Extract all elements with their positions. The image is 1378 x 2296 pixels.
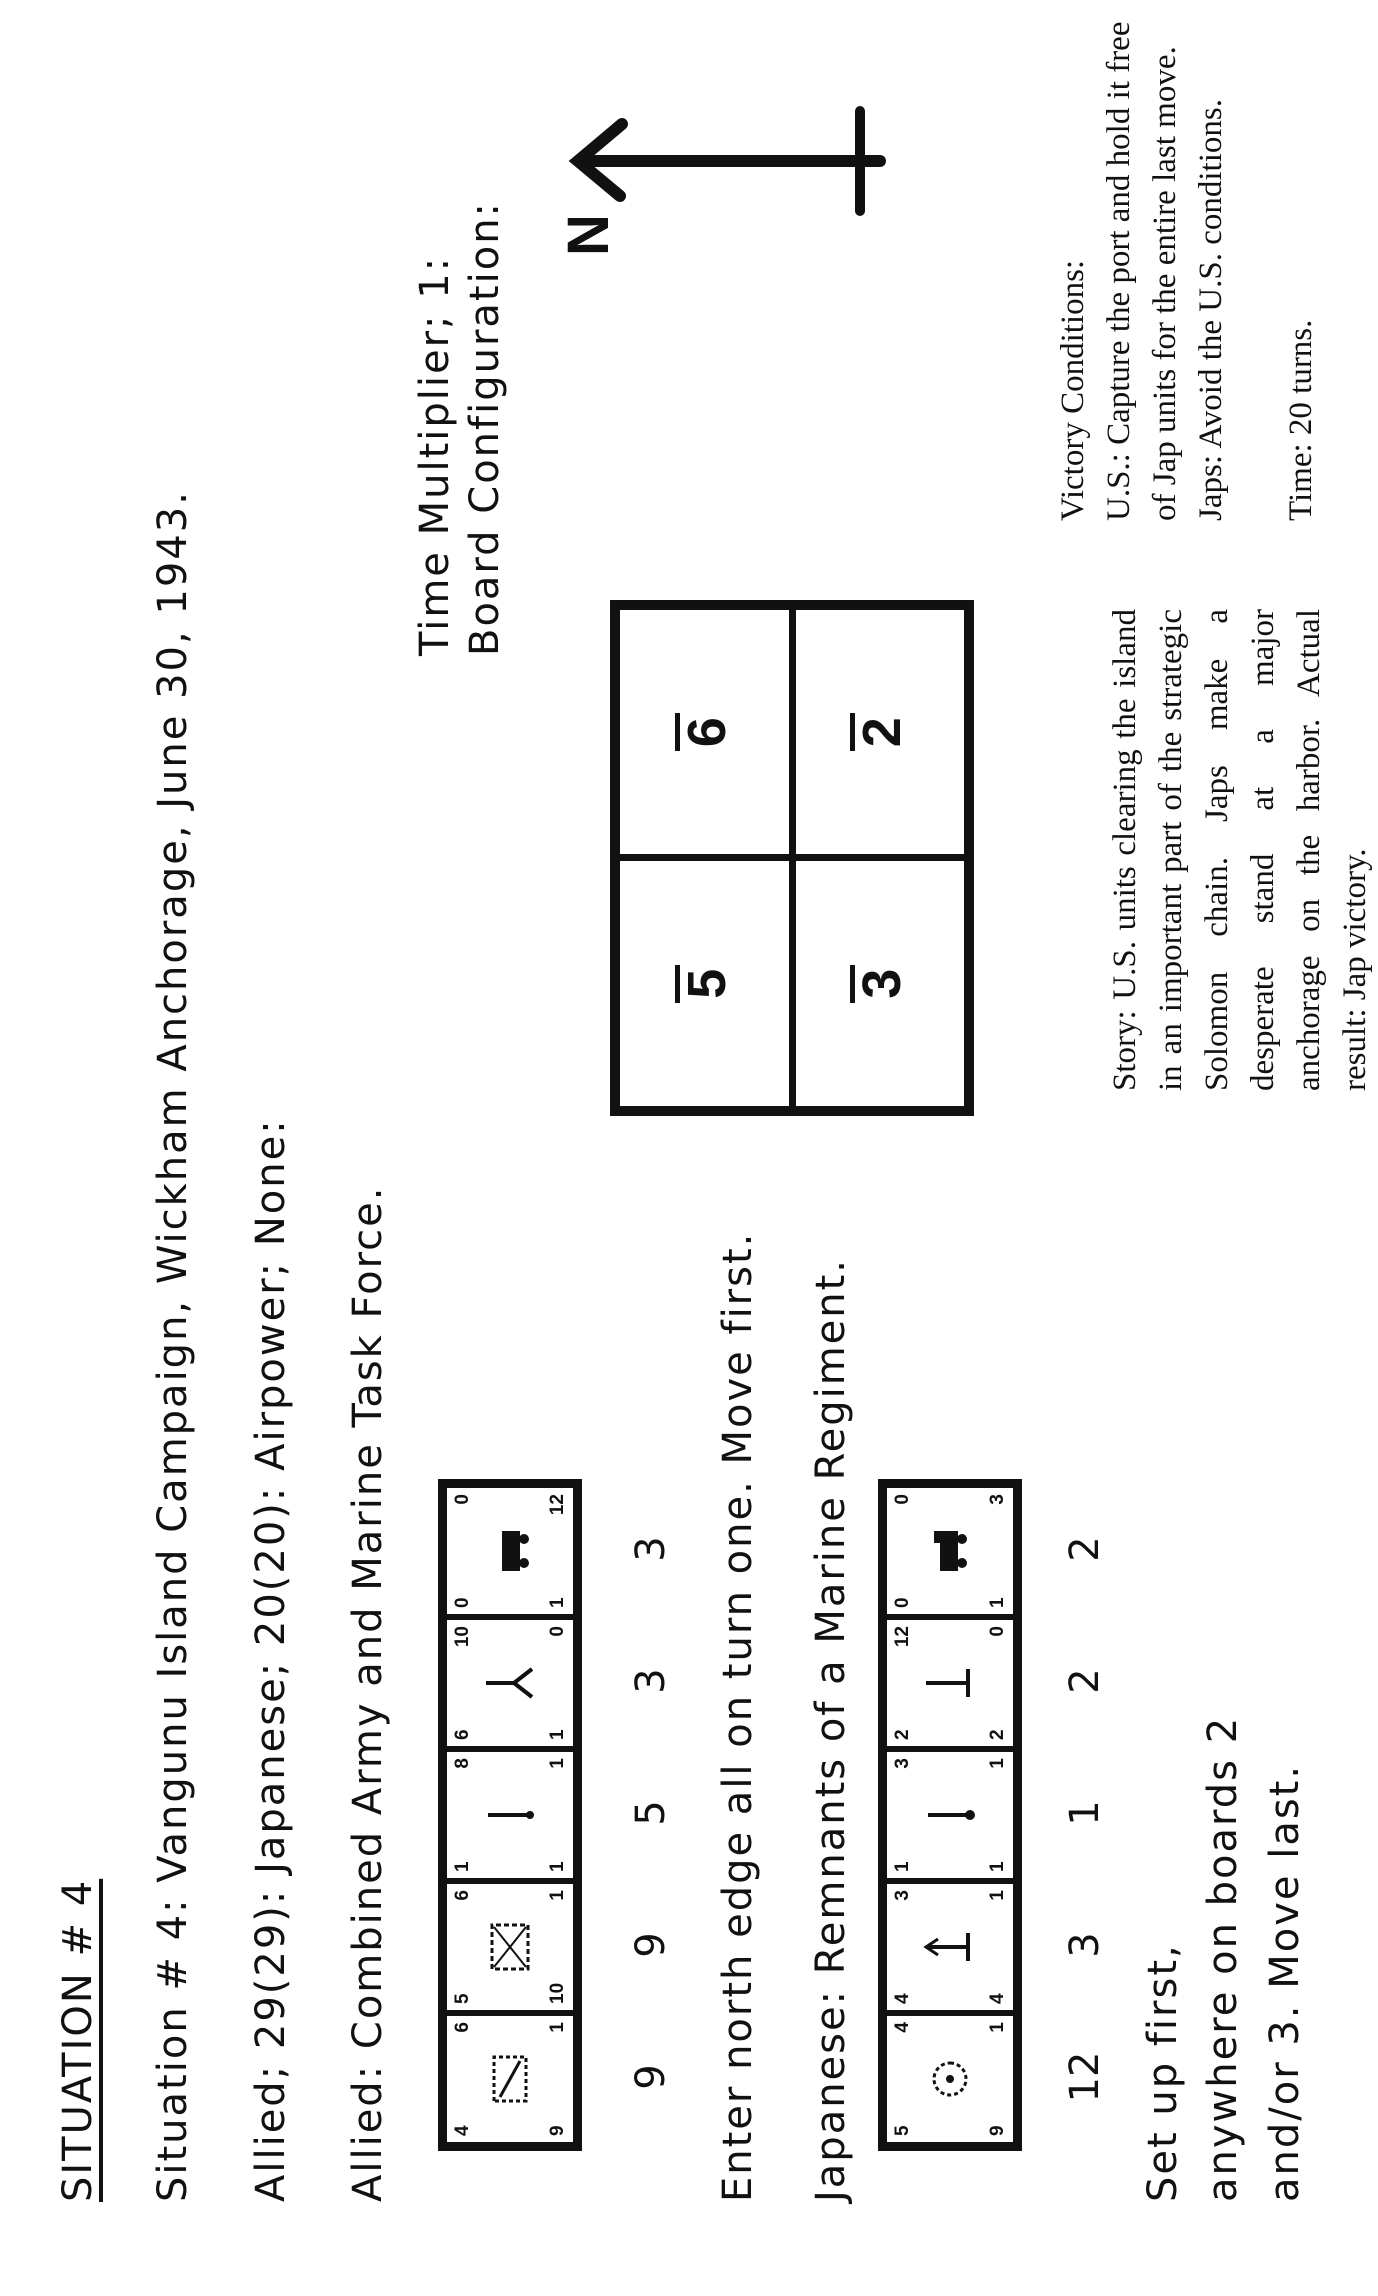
board-number: 6 <box>675 713 734 751</box>
counter-value-br: 3 <box>987 1494 1008 1505</box>
unit-count: 1 <box>1062 1800 1108 1826</box>
allied-unit-counter <box>447 1752 573 1878</box>
japanese-unit-counter <box>887 1752 1013 1878</box>
japanese-force-label: Japanese: Remnants of a Marine Regiment. <box>808 1257 854 2202</box>
counter-value-br: 1 <box>987 1890 1008 1901</box>
counter-value-tl: 0 <box>892 1597 913 1608</box>
unit-count: 9 <box>628 1932 674 1958</box>
japanese-gun-75mm-icon <box>920 1653 980 1713</box>
machinegun-icon <box>480 1653 540 1713</box>
allied-unit-counter <box>447 2016 573 2142</box>
japanese-unit-counter <box>887 2016 1013 2142</box>
japanese-truck-icon <box>920 1521 980 1581</box>
counter-value-tl: 1 <box>892 1861 913 1872</box>
counter-value-br: 1 <box>547 2022 568 2033</box>
counter-value-bl: 1 <box>987 1597 1008 1608</box>
japanese-unit-counter <box>887 1488 1013 1614</box>
setup-line-3: and/or 3. Move last. <box>1262 1763 1308 2202</box>
counter-value-tr: 8 <box>452 1758 473 1769</box>
victory-line-3: Japs: Avoid the U.S. conditions. <box>1193 99 1229 521</box>
counter-value-bl: 9 <box>987 2125 1008 2136</box>
unit-count: 3 <box>628 1668 674 1694</box>
board-cell-top-left <box>620 862 789 1107</box>
counter-value-tr: 6 <box>452 2022 473 2033</box>
unit-count: 5 <box>628 1800 674 1826</box>
allied-unit-counts <box>628 1483 674 2143</box>
counter-value-tl: 0 <box>452 1597 473 1608</box>
japanese-unit-counter <box>887 1884 1013 2010</box>
victory-title: Victory Conditions: <box>1055 259 1091 521</box>
counter-value-tl: 4 <box>892 1993 913 2004</box>
counter-value-bl: 2 <box>987 1729 1008 1740</box>
unit-count: 3 <box>1062 1932 1108 1958</box>
counter-value-br: 1 <box>987 1758 1008 1769</box>
counter-value-br: 0 <box>987 1626 1008 1637</box>
japanese-infantry-icon <box>920 2049 980 2109</box>
counter-value-bl: 1 <box>987 1861 1008 1872</box>
board-number: 3 <box>850 965 909 1003</box>
allied-unit-counter <box>447 1620 573 1746</box>
setup-line-1: Set up first, <box>1140 1943 1186 2202</box>
board-cell-bottom-right <box>796 610 965 855</box>
japanese-unit-counts <box>1062 1483 1108 2143</box>
allied-entry-instructions: Enter north edge all on turn one. Move first. <box>715 1231 761 2202</box>
time-limit: Time: 20 turns. <box>1283 319 1319 521</box>
counter-value-tl: 2 <box>892 1729 913 1740</box>
counter-value-br: 1 <box>547 1758 568 1769</box>
unit-count: 12 <box>1062 2051 1108 2103</box>
allied-force-label: Allied: Combined Army and Marine Task Force. <box>345 1185 391 2202</box>
japanese-machinegun-icon <box>920 1917 980 1977</box>
unit-count: 3 <box>628 1536 674 1562</box>
counter-value-tl: 5 <box>892 2125 913 2136</box>
counter-value-br: 12 <box>547 1494 568 1516</box>
setup-line-2: anywhere on boards 2 <box>1200 1715 1246 2202</box>
victory-conditions <box>1050 1 1234 521</box>
counter-value-br: 1 <box>987 2022 1008 2033</box>
counter-value-tr: 10 <box>452 1626 473 1648</box>
page-title: SITUATION # 4 <box>55 1878 101 2202</box>
counter-value-tr: 0 <box>452 1494 473 1505</box>
counter-value-tr: 3 <box>892 1758 913 1769</box>
antiaircraft-icon <box>480 2049 540 2109</box>
counter-value-bl: 1 <box>547 1861 568 1872</box>
board-cell-top-right <box>620 610 789 855</box>
board-number: 2 <box>850 713 909 751</box>
story-text: Story: U.S. units clearing the island in an important part of the strategic Solomon chain. Japs make a desperate stand at a major anchorage on the harbor. Actual result: Jap victory. <box>1107 609 1373 1091</box>
board-cell-bottom-left <box>796 862 965 1107</box>
counter-value-tr: 12 <box>892 1626 913 1648</box>
unit-count: 9 <box>628 2064 674 2090</box>
unit-count: 2 <box>1062 1536 1108 1562</box>
counter-value-br: 1 <box>547 1890 568 1901</box>
counter-value-bl: 9 <box>547 2125 568 2136</box>
japanese-mortar-icon <box>920 1785 980 1845</box>
points-line: Allied; 29(29): Japanese; 20(20): Airpower; None: <box>248 1118 294 2202</box>
counter-value-bl: 1 <box>547 1729 568 1740</box>
mortar-icon <box>480 1785 540 1845</box>
engineer-icon <box>480 1917 540 1977</box>
north-label: N <box>556 214 621 256</box>
time-multiplier: Time Multiplier; 1: <box>412 255 458 656</box>
counter-value-bl: 1 <box>547 1597 568 1608</box>
counter-value-bl: 4 <box>987 1993 1008 2004</box>
counter-value-bl: 10 <box>547 1982 568 2004</box>
allied-unit-counters <box>438 1479 582 2151</box>
board-configuration-label: Board Configuration: <box>462 200 508 656</box>
counter-value-tr: 6 <box>452 1890 473 1901</box>
japanese-unit-counter <box>887 1620 1013 1746</box>
allied-unit-counter <box>447 1884 573 2010</box>
counter-value-tr: 4 <box>892 2022 913 2033</box>
japanese-unit-counters <box>878 1479 1022 2151</box>
victory-line-2: of Jap units for the entire last move. <box>1147 46 1183 521</box>
situation-line: Situation # 4: Vangunu Island Campaign, Wickham Anchorage, June 30, 1943. <box>150 490 196 2202</box>
amphibious-tractor-icon <box>480 1521 540 1581</box>
counter-value-tl: 6 <box>452 1729 473 1740</box>
allied-unit-counter <box>447 1488 573 1614</box>
counter-value-br: 0 <box>547 1626 568 1637</box>
unit-count: 2 <box>1062 1668 1108 1694</box>
counter-value-tl: 5 <box>452 1993 473 2004</box>
victory-line-1: U.S.: Capture the port and hold it free <box>1101 21 1137 521</box>
board-configuration-diagram <box>610 600 974 1116</box>
counter-value-tr: 0 <box>892 1494 913 1505</box>
counter-value-tr: 3 <box>892 1890 913 1901</box>
counter-value-tl: 1 <box>452 1861 473 1872</box>
counter-value-tl: 4 <box>452 2125 473 2136</box>
board-number: 5 <box>675 965 734 1003</box>
